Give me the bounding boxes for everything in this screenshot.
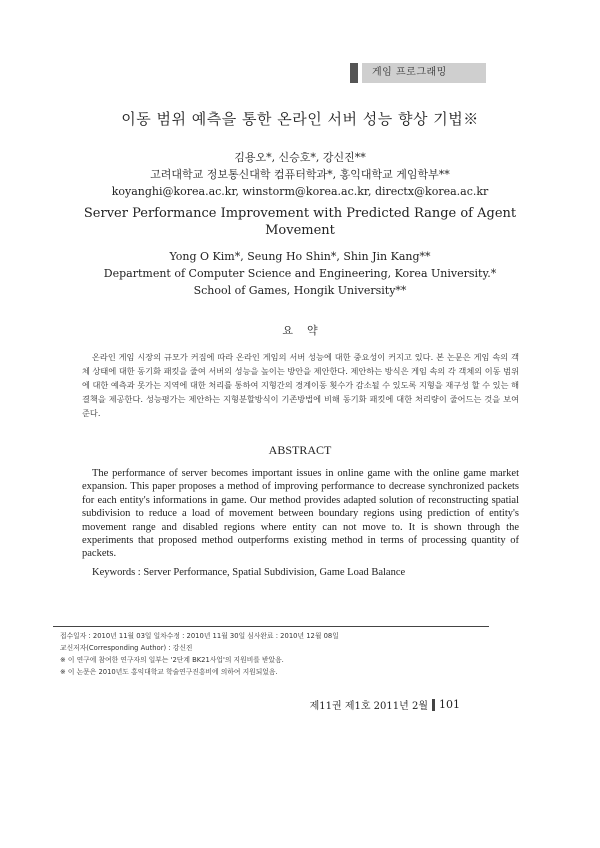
- korean-abstract: 온라인 게임 시장의 규모가 커짐에 따라 온라인 게임의 서버 성능에 대한 중요성이 커지고 있다. 본 논문은 게임 속의 객체 상태에 대한 동기화 패킷을 줄여 서버의 성능을 높이는 방안을 제안한다. 제안하는 방식은 게임 속의 각 객체의 이동 범위에 대한 예측과 못가는 지역에 대한 처리를 통하여 지형간의 경계이동 횟수가 감소될 수 있도록 지형을 재구성 할 수 있는 해결책을 제공한다. 성능평가는 제안하는 지형분할방식이 기존방법에 비해 동기화 패킷에 대한 처리량이 줄어드는 것을 보여준다.: [82, 352, 519, 418]
- english-affiliation-2: School of Games, Hongik University**: [193, 284, 407, 297]
- english-abstract-heading: ABSTRACT: [268, 443, 332, 457]
- english-author-block: [0, 248, 600, 299]
- english-abstract: The performance of server becomes important issues in online game with the online game market expansion. This paper proposes a method of improving performance to decrease synchronized packets for each entity's informations in game. Our method provides adapted solution of reconstructing spatial subdivision to reduce a load of movement between boundary regions using prediction of entity's movement range and disabled regions where entity can not move to. It is shown through the experiments that proposed method outperforms existing method in terms of processing quantity of packets.: [82, 468, 519, 560]
- submission-dates: 접수일자 : 2010년 11월 03일 일차수정 : 2010년 11월 30일 심사완료 : 2010년 12월 08일: [60, 632, 339, 640]
- category-label: 게임 프로그래밍: [362, 63, 486, 83]
- funding-note-2: ※ 이 논문은 2010년도 홍익대학교 학술연구진흥비에 의하여 지원되었음.: [60, 668, 278, 676]
- footnote-divider: [53, 626, 489, 627]
- category-tag: [350, 63, 486, 83]
- korean-title: 이동 범위 예측을 통한 온라인 서버 성능 향상 기법※: [121, 110, 479, 128]
- korean-authors: 김용오*, 신승호*, 강신진**: [234, 151, 366, 164]
- keywords: Keywords : Server Performance, Spatial Subdivision, Game Load Balance: [92, 567, 406, 578]
- corresponding-author: 교신저자(Corresponding Author) : 강신진: [60, 644, 193, 652]
- korean-affiliations: 고려대학교 정보통신대학 컴퓨터학과*, 홍익대학교 게임학부**: [150, 168, 450, 181]
- author-emails: koyanghi@korea.ac.kr, winstorm@korea.ac.kr, directx@korea.ac.kr: [111, 185, 489, 198]
- funding-note-1: ※ 이 연구에 참여한 연구자의 일부는 '2단계 BK21사업'의 지원비를 받았음.: [60, 656, 284, 664]
- footer-separator: [432, 699, 435, 711]
- page-footer: [310, 697, 460, 712]
- english-authors: Yong O Kim*, Seung Ho Shin*, Shin Jin Kang**: [169, 250, 431, 263]
- category-tag-bar: [350, 63, 358, 83]
- english-affiliation-1: Department of Computer Science and Engineering, Korea University.*: [103, 267, 497, 280]
- korean-abstract-heading: 요 약: [282, 324, 318, 337]
- footnotes: [60, 630, 520, 678]
- korean-author-block: [0, 149, 600, 200]
- journal-issue: 제11권 제1호 2011년 2월: [309, 701, 428, 712]
- english-title: Server Performance Improvement with Predicted Range of Agent Movement: [83, 206, 517, 238]
- page-number: 101: [439, 698, 460, 711]
